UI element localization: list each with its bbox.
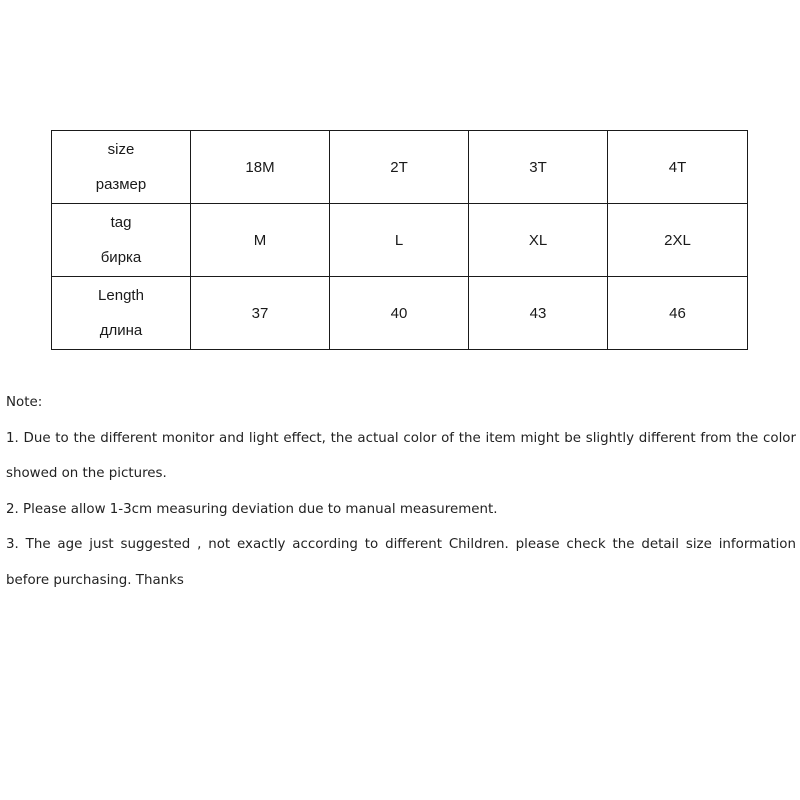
- table-cell: 18M: [191, 131, 330, 204]
- table-cell: 43: [469, 277, 608, 350]
- table-cell: 4T: [608, 131, 748, 204]
- row-header-tag: [52, 204, 191, 277]
- table-row-size: [52, 131, 748, 204]
- table-cell: XL: [469, 204, 608, 277]
- table-cell: L: [330, 204, 469, 277]
- table-row-tag: [52, 204, 748, 277]
- row-label-en: tag: [110, 214, 132, 231]
- table-cell: 2T: [330, 131, 469, 204]
- row-label-ru: размер: [95, 176, 147, 193]
- row-label-ru: бирка: [100, 249, 142, 266]
- size-chart-table: [51, 130, 748, 350]
- notes-heading: Note:: [6, 395, 43, 410]
- row-label-en: Length: [98, 287, 144, 304]
- table-cell: 37: [191, 277, 330, 350]
- table-cell: 3T: [469, 131, 608, 204]
- row-header-size: [52, 131, 191, 204]
- table-cell: M: [191, 204, 330, 277]
- table-cell: 2XL: [608, 204, 748, 277]
- notes-section: [6, 385, 796, 598]
- row-label-en: size: [107, 141, 135, 158]
- row-label-ru: длина: [99, 322, 143, 339]
- row-header-length: [52, 277, 191, 350]
- table-cell: 40: [330, 277, 469, 350]
- note-item-1: 1. Due to the different monitor and light effect, the actual color of the item might be slightly different from the color showed on the pictures.: [6, 430, 796, 481]
- note-item-3: 3. The age just suggested , not exactly according to different Children. please check the detail size information before purchasing. Thanks: [6, 537, 796, 588]
- note-item-2: 2. Please allow 1-3cm measuring deviation due to manual measurement.: [6, 501, 498, 517]
- table-cell: 46: [608, 277, 748, 350]
- table-row-length: [52, 277, 748, 350]
